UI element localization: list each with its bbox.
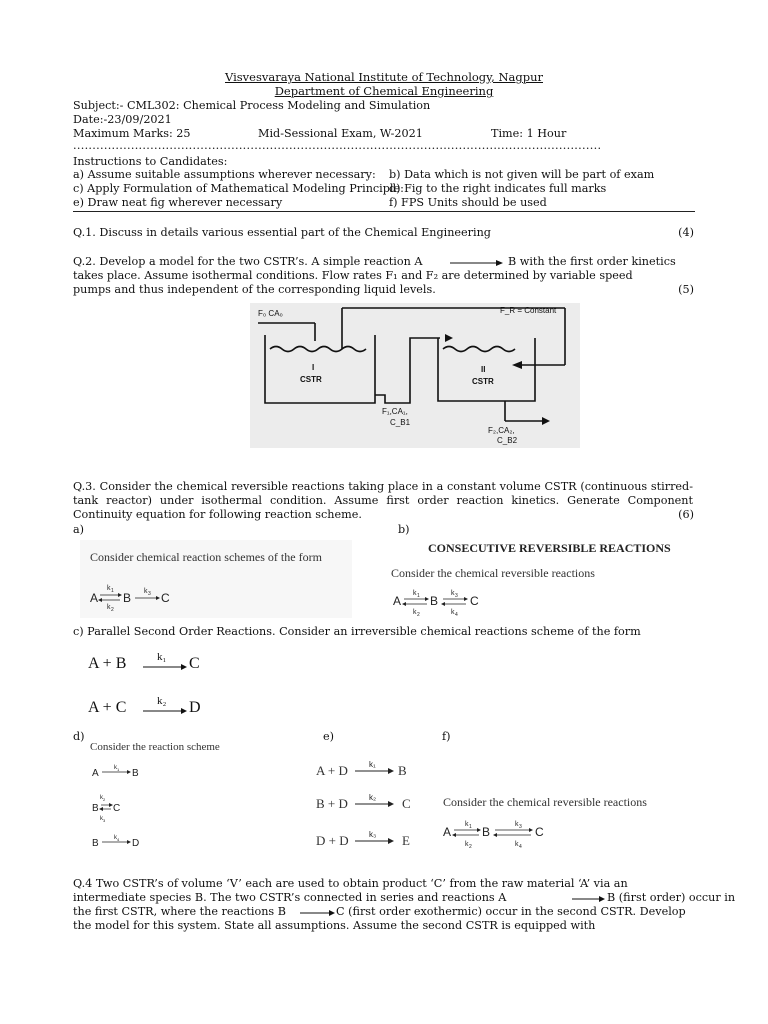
q4-line3-a: the first CSTR, where the reactions B <box>73 905 286 918</box>
scheme-b <box>385 540 685 618</box>
c-reaction2-arrow <box>143 707 188 715</box>
svg-text:3: 3 <box>148 591 151 597</box>
svg-text:A: A <box>92 768 99 779</box>
svg-text:2: 2 <box>469 844 472 850</box>
svg-text:k: k <box>465 821 469 828</box>
svg-text:B: B <box>430 594 439 608</box>
svg-text:1: 1 <box>111 588 114 594</box>
svg-text:4: 4 <box>519 844 522 850</box>
q2-line1-b: B with the first order kinetics <box>508 255 676 268</box>
instruction-c: c) Apply Formulation of Mathematical Modeling Principle: <box>73 182 404 195</box>
c-reaction2-k: k₂ <box>157 695 167 707</box>
max-marks: Maximum Marks: 25 <box>73 127 191 140</box>
q2-line2: takes place. Assume isothermal conditions. Flow rates F₁ and F₂ are determined by variable speed <box>73 269 633 282</box>
svg-text:k: k <box>515 841 519 848</box>
svg-text:B: B <box>482 825 491 839</box>
e-reaction3-left: D + D <box>316 833 349 848</box>
e-reaction2-arrow <box>355 793 395 809</box>
scheme-a-reaction <box>90 580 200 620</box>
svg-text:3: 3 <box>455 593 458 599</box>
exam-time: Time: 1 Hour <box>491 127 567 140</box>
cstr-figure <box>250 303 580 448</box>
svg-text:C: C <box>113 803 121 814</box>
e-reaction1-right: B <box>398 763 407 778</box>
svg-text:B: B <box>92 803 99 814</box>
svg-text:C: C <box>161 591 170 605</box>
e-reaction2-right: C <box>402 796 411 811</box>
svg-text:C: C <box>535 825 544 839</box>
scheme-b-reaction <box>393 588 513 628</box>
outlet2-label-a: F₂,CA₂, <box>488 426 515 435</box>
instruction-e: e) Draw neat fig wherever necessary <box>73 196 283 209</box>
svg-text:k: k <box>107 604 111 611</box>
scheme-f-caption: Consider the chemical reversible reactions <box>443 795 647 809</box>
q3-text: Q.3. Consider the chemical reversible reactions taking place in a constant volume CSTR (continuous stirred-tank reactor) under isothermal condition. Assume first order reaction kinetics. Generate Component Continuity equation for following reaction scheme. <box>73 480 693 522</box>
q3-d-label: d) <box>73 730 85 743</box>
subject-line: Subject:- CML302: Chemical Process Modeling and Simulation <box>73 99 431 112</box>
e-reaction1-left: A + D <box>316 763 348 778</box>
q4-arrow1 <box>572 894 606 904</box>
svg-text:A: A <box>443 825 452 839</box>
outlet1-label-b: C_B1 <box>390 418 411 427</box>
q4-line2-b: B (first order) occur in <box>607 891 736 904</box>
instruction-b: b) Data which is not given will be part of exam <box>389 168 655 181</box>
department-name: Department of Chemical Engineering <box>274 84 494 98</box>
scheme-f-reaction <box>443 818 563 854</box>
svg-text:B: B <box>92 838 99 849</box>
svg-text:1: 1 <box>417 593 420 599</box>
svg-text:k: k <box>100 816 103 822</box>
q4-line4: the model for this system. State all assumptions. Assume the second CSTR is equipped with <box>73 919 596 932</box>
svg-text:B: B <box>132 768 139 779</box>
svg-text:C: C <box>470 594 479 608</box>
tank2-number: II <box>481 365 486 374</box>
e-reaction3-right: E <box>402 833 410 848</box>
svg-text:k: k <box>107 585 111 592</box>
c-reaction2-left: A + C <box>88 699 127 716</box>
svg-text:k: k <box>100 795 103 801</box>
q4-line1: Q.4 Two CSTR’s of volume ‘V’ each are used to obtain product ‘C’ from the raw material ‘A’ via an <box>73 877 628 890</box>
svg-text:k: k <box>465 841 469 848</box>
c-reaction1-left: A + B <box>88 655 127 672</box>
q4-line2-a: intermediate species B. The two CSTR’s connected in series and reactions A <box>73 891 507 904</box>
c-reaction1-right: C <box>189 655 200 672</box>
svg-text:A: A <box>90 591 99 605</box>
e-reaction1-arrow <box>355 760 395 776</box>
svg-text:k₁: k₁ <box>369 760 376 769</box>
scheme-d-reactions <box>88 758 168 853</box>
date-line: Date:-23/09/2021 <box>73 113 172 126</box>
svg-text:2: 2 <box>103 797 106 802</box>
svg-text:k: k <box>413 590 417 597</box>
scheme-a-caption: Consider chemical reaction schemes of the form <box>90 550 322 564</box>
svg-text:4: 4 <box>117 837 120 842</box>
institute-name: Visvesvaraya National Institute of Technology, Nagpur <box>225 70 543 84</box>
svg-text:k₂: k₂ <box>369 793 377 802</box>
scheme-d-caption: Consider the reaction scheme <box>90 741 220 753</box>
q3-e-label: e) <box>323 730 334 743</box>
q2-line1-a: Q.2. Develop a model for the two CSTR’s. A simple reaction A <box>73 255 423 268</box>
svg-text:k: k <box>451 609 455 616</box>
q3-f-label: f) <box>442 730 451 743</box>
svg-text:B: B <box>123 591 132 605</box>
svg-text:2: 2 <box>417 612 420 618</box>
svg-text:3: 3 <box>519 824 522 830</box>
q1-text: Q.1. Discuss in details various essential part of the Chemical Engineering <box>73 226 491 239</box>
svg-text:4: 4 <box>455 612 458 618</box>
svg-text:k: k <box>515 821 519 828</box>
c-reaction1-arrow <box>143 663 188 671</box>
exam-name: Mid-Sessional Exam, W-2021 <box>258 127 423 140</box>
svg-text:1: 1 <box>117 767 120 772</box>
divider <box>73 211 695 212</box>
e-reaction2-left: B + D <box>316 796 348 811</box>
q2-line3: pumps and thus independent of the corresponding liquid levels. <box>73 283 436 296</box>
q4-arrow2 <box>300 908 336 918</box>
svg-text:A: A <box>393 594 402 608</box>
instruction-d: d) Fig to the right indicates full marks <box>389 182 607 195</box>
instructions-title: Instructions to Candidates: <box>73 155 228 168</box>
reaction-arrow <box>448 258 504 268</box>
c-reaction2-right: D <box>189 699 201 716</box>
svg-text:k: k <box>114 835 117 841</box>
q3-marks: (6) <box>678 508 694 521</box>
q3-b-label: b) <box>398 523 410 536</box>
svg-text:3: 3 <box>103 818 106 823</box>
svg-text:D: D <box>132 838 140 849</box>
svg-text:1: 1 <box>469 824 472 830</box>
q3-c-text: c) Parallel Second Order Reactions. Consider an irreversible chemical reactions scheme of the form <box>73 625 641 638</box>
outlet1-label-a: F₁,CA₁, <box>382 407 408 416</box>
scheme-a <box>80 540 352 618</box>
svg-text:k: k <box>114 765 117 771</box>
q2-marks: (5) <box>678 283 694 296</box>
instruction-a: a) Assume suitable assumptions wherever necessary: <box>73 168 376 181</box>
inlet-label: F₀ CA₀ <box>258 309 283 318</box>
outlet2-label-b: C_B2 <box>497 436 518 445</box>
q4-line3-b: C (first order exothermic) occur in the second CSTR. Develop <box>336 905 686 918</box>
tank2-label: CSTR <box>472 377 494 386</box>
instruction-f: f) FPS Units should be used <box>389 196 547 209</box>
scheme-b-title: CONSECUTIVE REVERSIBLE REACTIONS <box>428 541 671 555</box>
svg-text:k: k <box>413 609 417 616</box>
svg-text:k: k <box>451 590 455 597</box>
svg-text:k: k <box>144 588 148 595</box>
dotted-separator: ......................................................................................................................................... <box>73 139 602 152</box>
scheme-b-caption: Consider the chemical reversible reactions <box>391 566 595 580</box>
e-reaction3-arrow <box>355 830 395 846</box>
svg-text:2: 2 <box>111 607 114 613</box>
q3-a-label: a) <box>73 523 85 536</box>
svg-text:k₃: k₃ <box>369 830 377 839</box>
recycle-label: F_R = Constant <box>500 306 557 315</box>
tank1-label: CSTR <box>300 375 322 384</box>
q1-marks: (4) <box>678 226 694 239</box>
c-reaction1-k: k₁ <box>157 651 167 663</box>
tank1-number: I <box>312 363 315 372</box>
